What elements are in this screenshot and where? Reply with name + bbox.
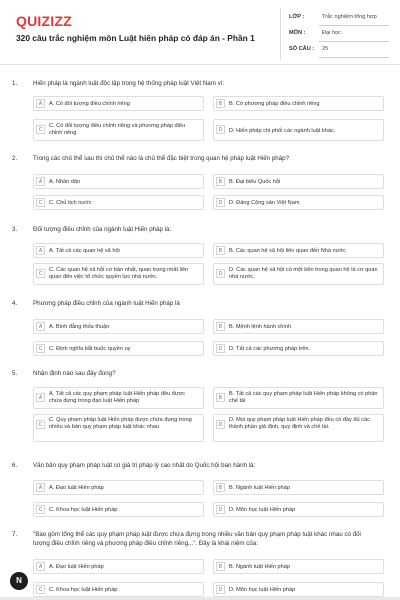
meta-subject [289, 27, 389, 42]
question-number: 2. [12, 155, 18, 162]
worksheet-title: 320 câu trắc nghiệm môn Luật hiến pháp có đáp án - Phần 1 [16, 33, 255, 43]
question-text: Đối tượng điều chỉnh của ngành luật Hiến pháp là: [33, 226, 172, 233]
option-c[interactable] [33, 195, 204, 210]
option-d[interactable] [213, 195, 384, 210]
question-number: 4. [12, 300, 18, 307]
option-letter-box: C [36, 125, 45, 134]
meta-underline [319, 57, 389, 58]
option-letter-box: D [216, 505, 225, 514]
option-letter-box: A [36, 99, 45, 108]
option-a[interactable] [33, 96, 204, 111]
question-number: 7. [12, 531, 18, 538]
option-b[interactable] [213, 174, 384, 189]
option-letter-box: B [216, 393, 225, 402]
quizizz-logo[interactable]: QUIZIZZ [16, 13, 72, 29]
option-letter-box: B [216, 562, 225, 571]
option-a[interactable] [33, 243, 204, 258]
option-a[interactable] [33, 174, 204, 189]
option-letter-box: A [36, 322, 45, 331]
option-c[interactable] [33, 119, 204, 141]
option-text: B. Đại biểu Quốc hội [229, 178, 281, 185]
option-text: C. Có đối tượng điều chỉnh riêng và phương pháp điều chỉnh riêng [49, 122, 186, 136]
header-divider [280, 8, 281, 60]
meta-question-count [289, 43, 389, 58]
option-d[interactable] [213, 263, 384, 285]
meta-value: Trắc nghiệm tổng hợp [322, 14, 377, 20]
option-letter-box: D [216, 344, 225, 353]
question-number: 1. [12, 80, 18, 87]
option-b[interactable] [213, 480, 384, 495]
option-letter-box: C [36, 269, 45, 278]
option-text: A. Đạo luật Hiến pháp [49, 563, 104, 570]
option-letter-box: B [216, 483, 225, 492]
option-text: D. Tất cả các phương pháp trên. [229, 345, 311, 352]
option-letter-box: A [36, 562, 45, 571]
question-text: Phương pháp điều chỉnh của ngành luật Hiến pháp là [33, 300, 180, 307]
meta-label: SỐ CÂU : [289, 46, 315, 52]
option-c[interactable] [33, 341, 204, 356]
option-letter-box: C [36, 420, 45, 429]
option-letter-box: C [36, 344, 45, 353]
question-number: 5. [12, 370, 18, 377]
option-text: D. Mọi quy phạm pháp luật Hiến pháp đều có đầy đủ các thành phần giả định, quy định và chế tài. [229, 416, 370, 430]
question-text: Văn bản quy phạm pháp luật có giá trị pháp lý cao nhất do Quốc hội ban hành là: [33, 462, 256, 469]
option-text: D. Môn học luật Hiến pháp [229, 506, 296, 513]
option-c[interactable] [33, 263, 204, 285]
option-text: C. Chủ tịch nước [49, 199, 92, 206]
option-a[interactable] [33, 480, 204, 495]
option-letter-box: B [216, 246, 225, 255]
option-d[interactable] [213, 341, 384, 356]
option-text: D. Hiến pháp chi phối các ngành luật khác. [229, 127, 336, 134]
meta-underline [319, 41, 389, 42]
option-text: C. Các quan hệ xã hội cơ bản nhất, quan trọng nhất liên quan đến việc tổ chức quyền lực nhà nước. [49, 266, 189, 280]
question-number: 6. [12, 462, 18, 469]
option-c[interactable] [33, 414, 204, 442]
option-text: C. Khoa học luật Hiến pháp [49, 586, 118, 593]
option-d[interactable] [213, 119, 384, 141]
option-text: D. Đảng Cộng sản Việt Nam [229, 199, 300, 206]
option-letter-box: D [216, 269, 225, 278]
question-text: Nhận định nào sau đây đúng? [33, 370, 116, 377]
option-letter-box: D [216, 198, 225, 207]
option-text: B. Tất cả các quy phạm pháp luật Hiến pháp không có phần chế tài [229, 390, 378, 404]
meta-value: Đại học [322, 30, 341, 36]
option-b[interactable] [213, 319, 384, 334]
question-text: "Bao gồm tổng thể các quy phạm pháp luật được chứa đựng trong nhiều văn bản quy phạm pháp luật khác nhau có đối tượng điều chỉnh riêng và phương pháp điều chỉnh riêng...". Đây là khái niệm của: [33, 531, 361, 547]
option-text: B. Các quan hệ xã hội liên quan đến Nhà nước [229, 247, 346, 254]
option-text: C. Khoa học luật Hiến pháp [49, 506, 118, 513]
notion-fab-button[interactable]: N [10, 572, 28, 590]
option-d[interactable] [213, 582, 384, 597]
option-letter-box: A [36, 177, 45, 186]
option-text: A. Đạo luật Hiến pháp [49, 484, 104, 491]
option-a[interactable] [33, 319, 204, 334]
option-letter-box: B [216, 99, 225, 108]
option-b[interactable] [213, 559, 384, 574]
option-letter-box: D [216, 585, 225, 594]
meta-label: LỚP : [289, 14, 305, 20]
option-letter-box: B [216, 322, 225, 331]
meta-label: MÔN : [289, 30, 306, 36]
option-letter-box: C [36, 585, 45, 594]
option-letter-box: A [36, 393, 45, 402]
option-text: C. Định nghĩa bắt buộc quyền uy [49, 345, 131, 352]
option-text: A. Tất cả các quan hệ xã hội [49, 247, 120, 254]
option-d[interactable] [213, 502, 384, 517]
option-text: D. Môn học luật Hiến pháp [229, 586, 296, 593]
question-text: Hiến pháp là ngành luật độc lập trong hệ thống pháp luật Việt Nam vì: [33, 80, 225, 87]
option-letter-box: C [36, 198, 45, 207]
option-text: B. Có phương pháp điều chỉnh riêng [229, 100, 320, 107]
option-text: A. Có đối tượng điều chỉnh riêng [49, 100, 130, 107]
option-text: D. Các quan hệ xã hội có một bên trong quan hệ là cơ quan nhà nước. [229, 266, 378, 280]
option-letter-box: C [36, 505, 45, 514]
question-number: 3. [12, 226, 18, 233]
question-text: Trong các chủ thể sau thì chủ thể nào là chủ thể đặc biệt trong quan hệ pháp luật Hiến pháp? [33, 155, 290, 162]
option-text: A. Nhân dân [49, 178, 81, 185]
option-b[interactable] [213, 243, 384, 258]
option-text: C. Quy phạm pháp luật Hiến pháp được chứa đựng trong nhiều và bản quy phạm pháp luật khác nhau [49, 416, 192, 430]
option-a[interactable] [33, 387, 204, 409]
option-a[interactable] [33, 559, 204, 574]
option-letter-box: A [36, 483, 45, 492]
option-c[interactable] [33, 502, 204, 517]
option-text: A. Tất cả các quy phạm pháp luật Hiến pháp đều được chứa đựng trong đạo luật Hiến pháp [49, 390, 186, 404]
option-b[interactable] [213, 387, 384, 409]
option-text: B. Ngành luật Hiến pháp [229, 484, 290, 491]
option-text: B. Mệnh lệnh hành chính [229, 323, 292, 330]
option-letter-box: D [216, 420, 225, 429]
option-letter-box: A [36, 246, 45, 255]
meta-underline [319, 25, 389, 26]
worksheet-header [0, 0, 400, 65]
option-d[interactable] [213, 414, 384, 442]
option-text: A. Bình đẳng thỏa thuận [49, 323, 110, 330]
meta-class [289, 11, 389, 26]
meta-value: 25 [322, 46, 329, 52]
option-b[interactable] [213, 96, 384, 111]
option-letter-box: B [216, 177, 225, 186]
option-letter-box: D [216, 125, 225, 134]
option-c[interactable] [33, 582, 204, 597]
option-text: B. Ngành luật Hiến pháp [229, 563, 290, 570]
